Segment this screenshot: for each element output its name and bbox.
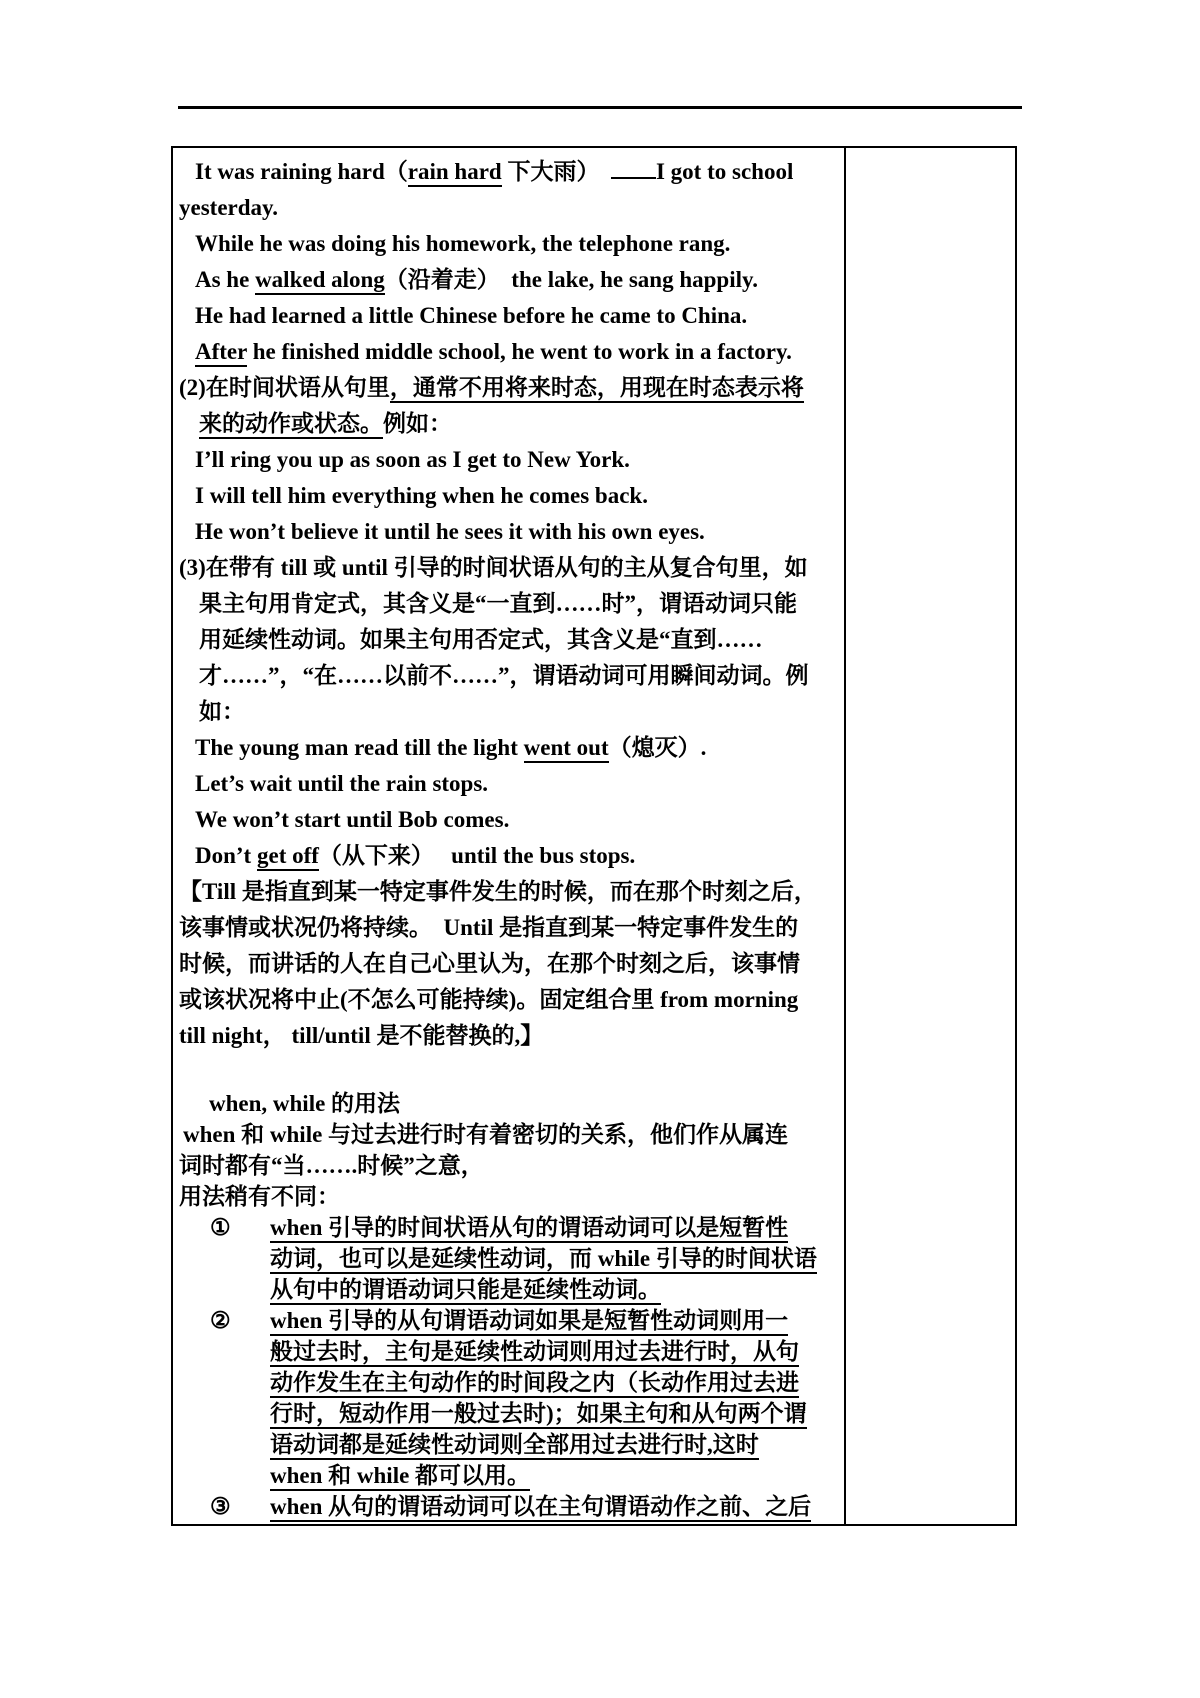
text-run: （从下来） until the bus stops. [318,843,636,869]
text-line [179,982,840,1018]
text-run: (2)在时间状语从句里 [179,375,390,401]
text-run: （熄灭）. [608,735,707,761]
text-run: 下大雨） [501,159,611,185]
text-run: till night， till/until 是不能替换的,】 [179,1023,544,1049]
section-when-while-usage [179,1088,840,1522]
text-line [179,946,840,982]
text-line [183,1119,840,1150]
text-run: 该事情或状况仍将持续。 Until 是指直到某一特定事件发生的 [179,915,799,941]
text-line [179,550,840,586]
text-run: （沿着走） the lake, he sang happily. [384,267,758,293]
text-run: He won’t believe it until he sees it with his own eyes. [195,519,705,545]
underlined-text: when 和 while 都可以用。 [270,1463,530,1491]
section-time-adverbial-clauses [179,153,840,1054]
text-line [179,1181,840,1212]
underlined-text: 动词，也可以是延续性动词，而 while 引导的时间状语 [270,1246,817,1274]
underlined-text: when 引导的时间状语从句的谓语动词可以是短暂性 [270,1215,788,1243]
notes-column-cell [846,148,1015,1524]
text-line [195,298,840,334]
text-line [195,226,840,262]
text-run: Let’s wait until the rain stops. [195,771,489,797]
text-line [270,1274,840,1305]
underlined-text: 语动词都是延续性动词则全部用过去进行时,这时 [270,1432,759,1460]
text-line [179,190,840,226]
text-line [195,730,840,766]
text-run: We won’t start until Bob comes. [195,807,510,833]
text-line [179,1150,840,1181]
underlined-text: After [195,339,247,367]
main-content-cell [173,148,846,1524]
text-line [199,586,840,622]
text-run: 用法稍有不同： [179,1184,340,1210]
text-line [179,874,840,910]
text-run: 才……”，“在……以前不……”，谓语动词可用瞬间动词。例 [199,663,809,689]
text-line [199,694,840,730]
underlined-text: when 引导的从句谓语动词如果是短暂性动词则用一 [270,1308,788,1336]
text-run: yesterday. [179,195,279,221]
text-line [179,1018,840,1054]
underlined-text: 动作发生在主句动作的时间段之内（长动作用过去进 [270,1370,799,1398]
text-run: when, while 的用法 [209,1091,401,1117]
text-line [195,802,840,838]
text-run: I will tell him everything when he comes back. [195,483,648,509]
text-line [199,406,840,442]
text-run: (3)在带有 till 或 until 引导的时间状语从句的主从复合句里，如 [179,555,808,581]
text-run: Don’t [195,843,257,869]
text-run: As he [195,267,256,293]
list-number: ② [210,1308,231,1334]
header-rule [178,106,1022,109]
text-line [195,838,840,874]
text-line [199,622,840,658]
text-line [270,1398,840,1429]
text-run: I got to school [655,159,794,185]
underlined-text: walked along [255,267,385,295]
text-run: While he was doing his homework, the telephone rang. [195,231,731,257]
text-run: 果主句用肯定式，其含义是“一直到……时”，谓语动词只能 [199,591,797,617]
text-line [270,1367,840,1398]
underlined-text: 来的动作或状态。 [199,411,383,439]
text-run: It was raining hard（ [195,159,408,185]
underlined-text: 般过去时，主句是延续性动词则用过去进行时，从句 [270,1339,799,1367]
text-line [195,334,840,370]
text-line [270,1460,840,1491]
text-line [210,1305,840,1336]
text-run: 如： [199,699,245,725]
text-line [210,1491,840,1522]
text-run: 例如： [383,411,452,437]
text-run: 时候，而讲话的人在自己心里认为，在那个时刻之后，该事情 [179,951,800,977]
text-line [270,1336,840,1367]
underlined-text: when 从句的谓语动词可以在主句谓语动作之前、之后 [270,1494,811,1522]
text-line [195,442,840,478]
text-line [199,658,840,694]
text-line [195,514,840,550]
text-line [209,1088,840,1119]
text-run: 词时都有“当…….时候”之意， [179,1153,484,1179]
text-line [195,262,840,298]
text-line [210,1212,840,1243]
text-line [179,370,840,406]
underlined-text: 行时，短动作用一般过去时)；如果主句和从句两个谓 [270,1401,807,1429]
fill-in-blank [611,153,656,179]
text-run: He had learned a little Chinese before he came to China. [195,303,748,329]
text-run: The young man read till the light [195,735,524,761]
text-line [195,478,840,514]
underlined-text: get off [257,843,319,871]
text-line [270,1243,840,1274]
text-line [195,153,840,190]
list-number: ③ [210,1494,231,1520]
text-run: when 和 while 与过去进行时有着密切的关系，他们作从属连 [183,1122,789,1148]
content-table [171,146,1017,1526]
text-line [195,766,840,802]
underlined-text: went out [524,735,609,763]
underlined-text: 从句中的谓语动词只能是延续性动词。 [270,1277,661,1305]
list-number: ① [210,1215,231,1241]
text-run: I’ll ring you up as soon as I get to New York. [195,447,630,473]
text-run: 用延续性动词。如果主句用否定式，其含义是“直到…… [199,627,763,653]
text-run: he finished middle school, he went to work in a factory. [246,339,792,365]
text-line [270,1429,840,1460]
text-line [179,910,840,946]
text-run: 或该状况将中止(不怎么可能持续)。固定组合里 from morning [179,987,799,1013]
text-run: 【Till 是指直到某一特定事件发生的时候，而在那个时刻之后， [179,879,817,905]
underlined-text: rain hard [408,159,502,187]
underlined-text: ，通常不用将来时态，用现在时态表示将 [390,375,804,403]
